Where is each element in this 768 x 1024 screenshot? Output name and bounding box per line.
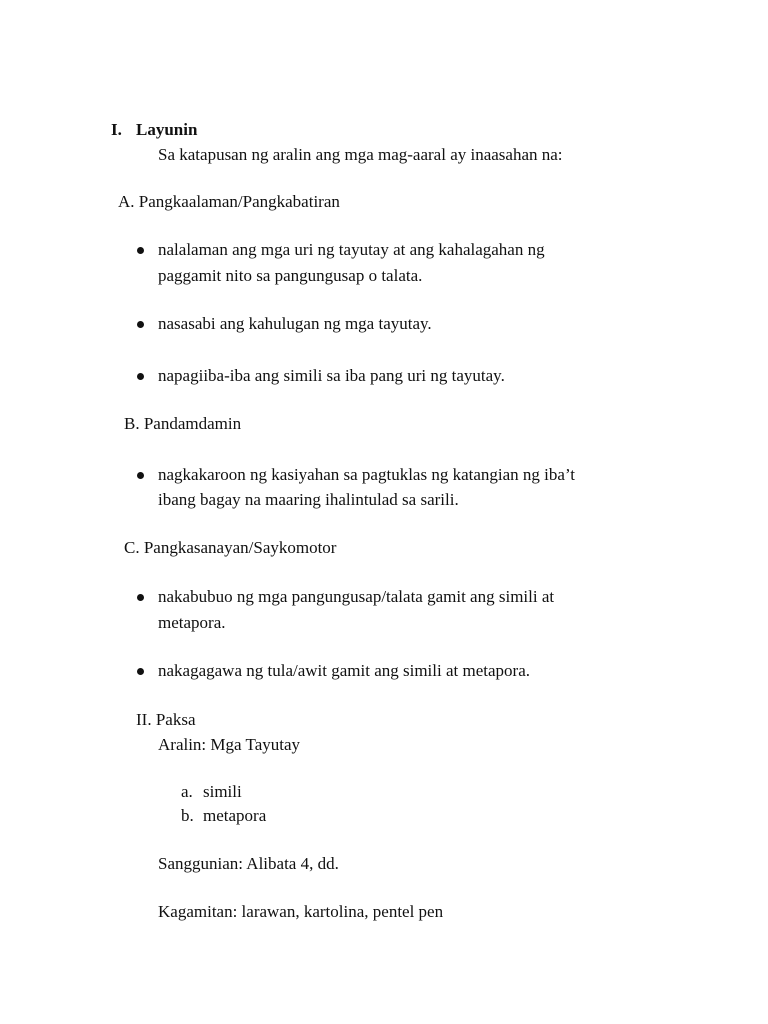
bullet-icon (137, 373, 144, 380)
bullet-icon (137, 321, 144, 328)
list-item-line: ibang bagay na maaring ihalintulad sa sarili. (158, 490, 459, 509)
section-numeral: I. (111, 120, 122, 139)
list-item-line: nalalaman ang mga uri ng tayutay at ang kahalagahan ng (158, 240, 545, 259)
bullet-icon (137, 668, 144, 675)
bullet-icon (137, 594, 144, 601)
bullet-icon (137, 247, 144, 254)
list-item-text: metapora (203, 806, 267, 825)
section-intro: Sa katapusan ng aralin ang mga mag-aaral ay inaasahan na: (158, 145, 563, 164)
list-item-line: nakabubuo ng mga pangungusap/talata gamit ang simili at (158, 587, 555, 606)
subheading-b: B. Pandamdamin (124, 414, 242, 433)
list-marker: a. (181, 782, 193, 801)
list-marker: b. (181, 806, 194, 825)
subheading-c: C. Pangkasanayan/Saykomotor (124, 538, 337, 557)
list-item-line: nagkakaroon ng kasiyahan sa pagtuklas ng katangian ng iba’t (158, 465, 576, 484)
section-title: Layunin (136, 120, 198, 139)
subheading-a: A. Pangkaalaman/Pangkabatiran (118, 192, 340, 211)
list-item-line: paggamit nito sa pangungusap o talata. (158, 266, 423, 285)
sanggunian-line: Sanggunian: Alibata 4, dd. (158, 854, 339, 873)
bullet-icon (137, 472, 144, 479)
kagamitan-line: Kagamitan: larawan, kartolina, pentel pen (158, 902, 444, 921)
list-item-text: simili (203, 782, 242, 801)
list-item-line: napagiiba-iba ang simili sa iba pang uri ng tayutay. (158, 366, 505, 385)
aralin-line: Aralin: Mga Tayutay (158, 735, 301, 754)
list-item-line: nakagagawa ng tula/awit gamit ang simili at metapora. (158, 661, 530, 680)
list-item-line: metapora. (158, 613, 226, 632)
list-item-line: nasasabi ang kahulugan ng mga tayutay. (158, 314, 432, 333)
section2-heading: II. Paksa (136, 710, 196, 729)
